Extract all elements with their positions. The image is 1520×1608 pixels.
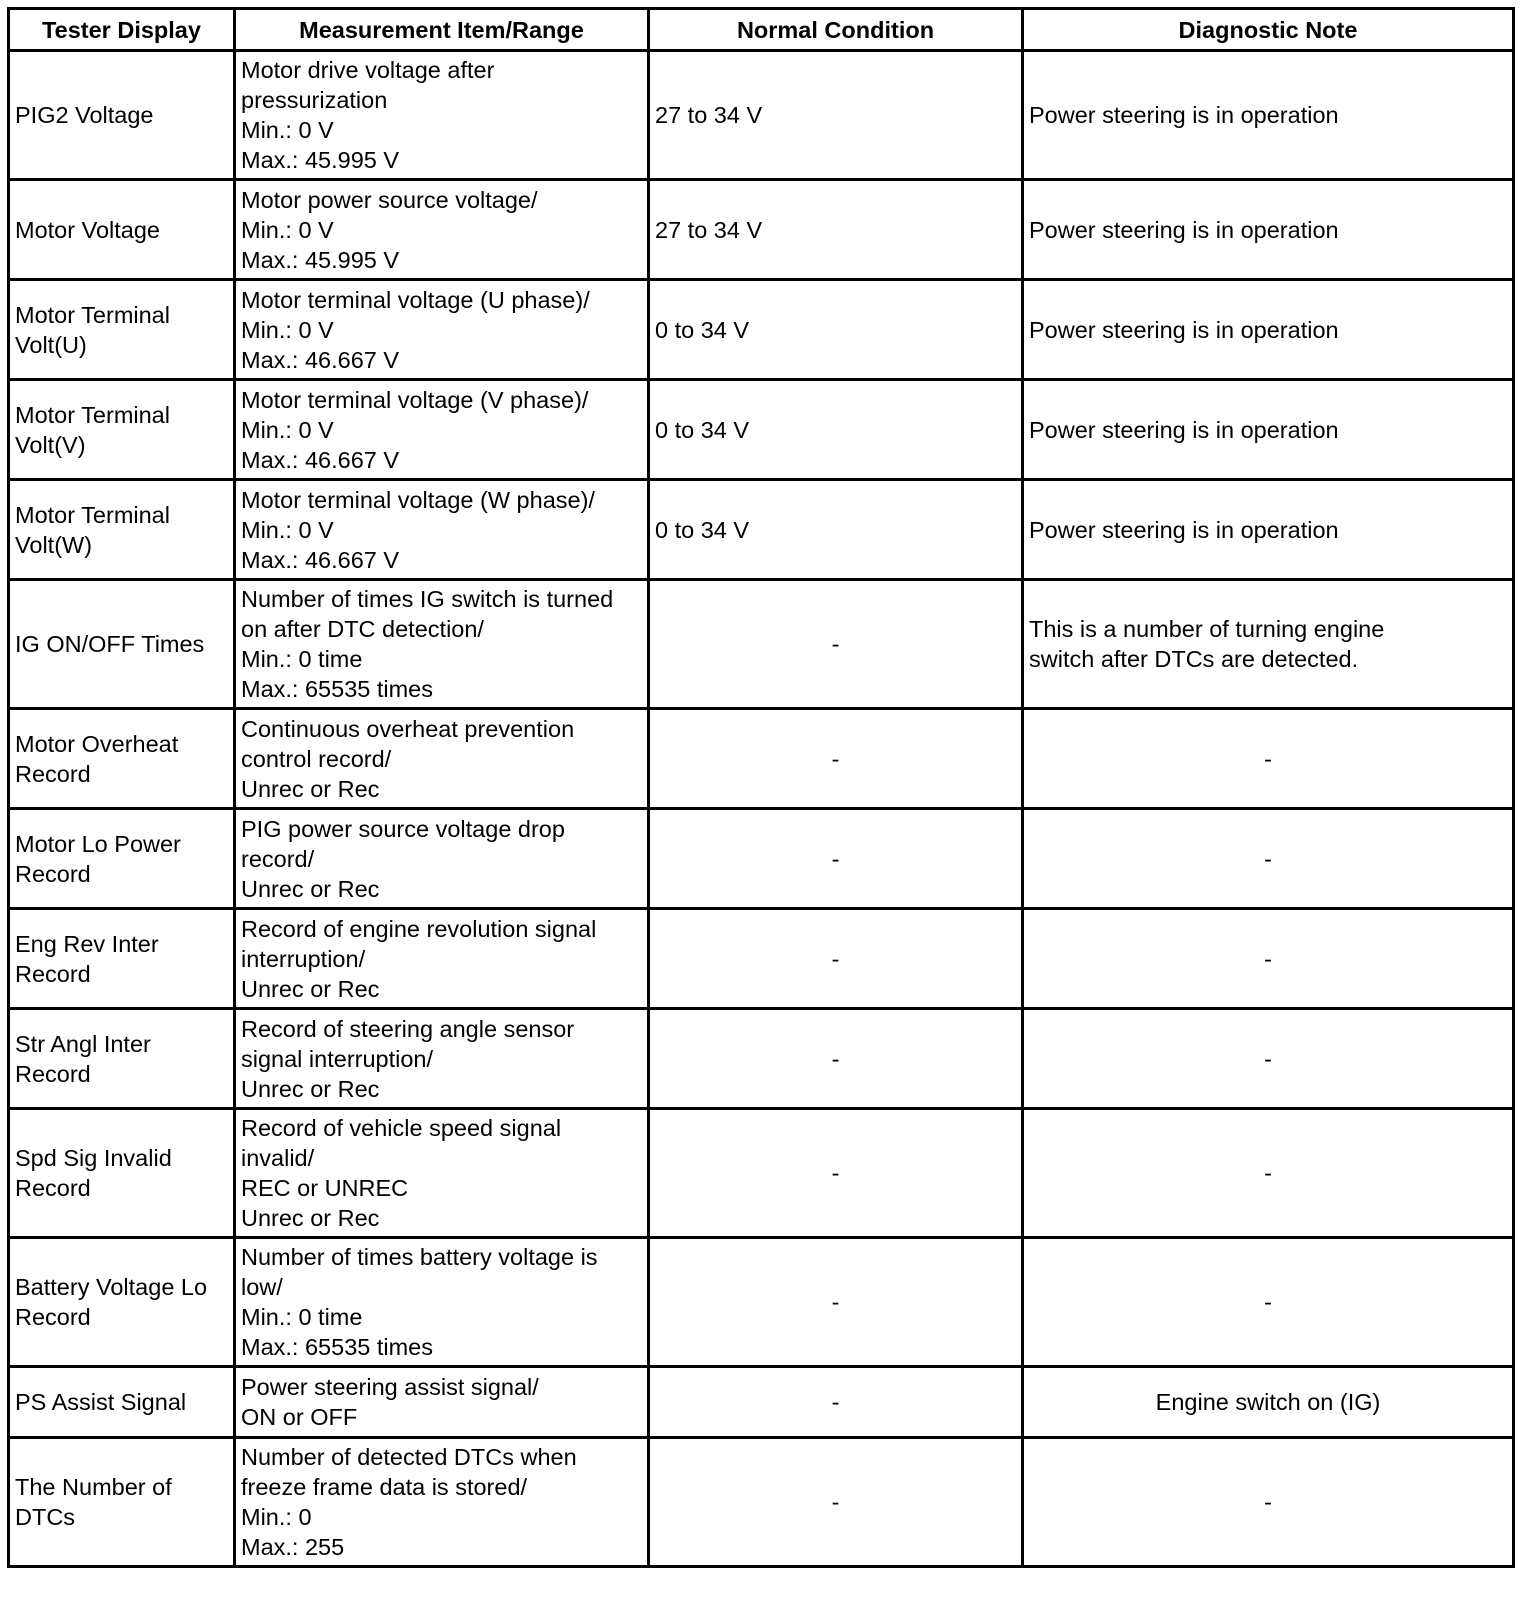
diagnostic-note-cell bbox=[1023, 809, 1514, 909]
measurement-item-cell-line: Motor power source voltage/ bbox=[241, 186, 538, 213]
tester-display-cell bbox=[9, 380, 235, 480]
measurement-item-cell bbox=[235, 909, 649, 1009]
table-row bbox=[9, 1438, 1514, 1567]
normal-condition-cell bbox=[649, 1367, 1023, 1438]
tester-display-cell-line: Record bbox=[15, 1304, 91, 1330]
measurement-item-cell bbox=[235, 51, 649, 180]
table-row bbox=[9, 909, 1514, 1009]
measurement-item-cell-line: Motor terminal voltage (U phase)/ bbox=[241, 286, 590, 313]
tester-display-cell-line: PIG2 Voltage bbox=[15, 102, 154, 128]
diagnostic-note-cell-line: - bbox=[1264, 845, 1272, 872]
measurement-item-cell-line: Record of vehicle speed signal bbox=[241, 1115, 562, 1141]
measurement-item-cell bbox=[235, 580, 649, 709]
tester-display-cell-line: IG ON/OFF Times bbox=[15, 631, 205, 657]
measurement-item-cell-line: Min.: 0 V bbox=[241, 516, 334, 543]
measurement-item-cell-line: Number of times battery voltage is bbox=[241, 1244, 598, 1270]
tester-display-cell bbox=[9, 809, 235, 909]
normal-condition-cell-line: 27 to 34 V bbox=[655, 102, 763, 128]
measurement-item-cell bbox=[235, 1367, 649, 1438]
diagnostic-note-cell bbox=[1023, 1009, 1514, 1109]
diagnostic-note-cell-line: - bbox=[1264, 1289, 1272, 1315]
tester-display-cell-line: Battery Voltage Lo bbox=[15, 1274, 208, 1300]
data-monitor-table bbox=[7, 7, 1515, 1568]
diagnostic-note-cell bbox=[1023, 909, 1514, 1009]
diagnostic-note-cell-line: switch after DTCs are detected. bbox=[1029, 646, 1359, 672]
normal-condition-cell bbox=[649, 280, 1023, 380]
table-row bbox=[9, 809, 1514, 909]
tester-display-cell bbox=[9, 580, 235, 709]
tester-display-cell-line: Eng Rev Inter bbox=[15, 930, 159, 957]
measurement-item-cell-line: Min.: 0 time bbox=[241, 1304, 363, 1330]
measurement-item-cell-line: Min.: 0 V bbox=[241, 316, 334, 343]
table-row bbox=[9, 280, 1514, 380]
normal-condition-cell bbox=[649, 1109, 1023, 1238]
normal-condition-cell bbox=[649, 180, 1023, 280]
measurement-item-cell bbox=[235, 1438, 649, 1567]
measurement-item-cell-line: invalid/ bbox=[241, 1145, 315, 1171]
measurement-item-cell-line: Max.: 45.995 V bbox=[241, 147, 400, 173]
tester-display-cell-line: The Number of bbox=[15, 1474, 172, 1500]
tester-display-cell-line: Motor Lo Power bbox=[15, 830, 181, 857]
normal-condition-cell bbox=[649, 909, 1023, 1009]
tester-display-cell-line: Volt(W) bbox=[15, 531, 93, 558]
measurement-item-cell-line: Motor terminal voltage (W phase)/ bbox=[241, 486, 595, 513]
tester-display-cell-line: Spd Sig Invalid bbox=[15, 1145, 172, 1171]
normal-condition-cell bbox=[649, 1009, 1023, 1109]
table-row bbox=[9, 51, 1514, 180]
diagnostic-note-cell bbox=[1023, 580, 1514, 709]
measurement-item-cell-line: Max.: 65535 times bbox=[241, 1334, 434, 1360]
normal-condition-cell bbox=[649, 709, 1023, 809]
normal-condition-cell-line: 0 to 34 V bbox=[655, 416, 750, 443]
table-row bbox=[9, 1109, 1514, 1238]
diagnostic-note-cell bbox=[1023, 1109, 1514, 1238]
tester-display-cell-line: Record bbox=[15, 960, 91, 987]
normal-condition-cell bbox=[649, 480, 1023, 580]
diagnostic-note-cell-line: - bbox=[1264, 745, 1272, 772]
normal-condition-cell-line: - bbox=[831, 1489, 840, 1515]
tester-display-cell-line: Str Angl Inter bbox=[15, 1030, 151, 1057]
measurement-item-cell bbox=[235, 1009, 649, 1109]
normal-condition-cell-line: - bbox=[831, 845, 840, 872]
diagnostic-note-cell bbox=[1023, 180, 1514, 280]
measurement-item-cell-line: PIG power source voltage drop bbox=[241, 815, 565, 842]
measurement-item-cell-line: Motor drive voltage after bbox=[241, 57, 495, 83]
measurement-item-cell-line: Record of steering angle sensor bbox=[241, 1015, 575, 1042]
tester-display-cell bbox=[9, 1238, 235, 1367]
measurement-item-cell bbox=[235, 280, 649, 380]
header-measurement-item: Measurement Item/Range bbox=[235, 9, 649, 51]
measurement-item-cell bbox=[235, 709, 649, 809]
tester-display-cell bbox=[9, 709, 235, 809]
measurement-item-cell-line: ON or OFF bbox=[241, 1404, 358, 1430]
tester-display-cell-line: Motor Voltage bbox=[15, 216, 161, 243]
tester-display-cell-line: Record bbox=[15, 860, 91, 887]
normal-condition-cell-line: 27 to 34 V bbox=[655, 216, 763, 243]
tester-display-cell bbox=[9, 1109, 235, 1238]
measurement-item-cell-line: record/ bbox=[241, 845, 315, 872]
tester-display-cell-line: Record bbox=[15, 760, 91, 787]
normal-condition-cell bbox=[649, 380, 1023, 480]
tester-display-cell bbox=[9, 1438, 235, 1567]
normal-condition-cell-line: - bbox=[831, 1289, 840, 1315]
tester-display-cell-line: Motor Overheat bbox=[15, 730, 179, 757]
tester-display-cell bbox=[9, 180, 235, 280]
diagnostic-note-cell-line: - bbox=[1264, 1489, 1272, 1515]
tester-display-cell bbox=[9, 51, 235, 180]
tester-display-cell-line: Record bbox=[15, 1060, 91, 1087]
diagnostic-note-cell bbox=[1023, 51, 1514, 180]
diagnostic-note-cell-line: Power steering is in operation bbox=[1029, 416, 1339, 443]
diagnostic-note-cell-line: - bbox=[1264, 1160, 1272, 1186]
measurement-item-cell-line: freeze frame data is stored/ bbox=[241, 1474, 528, 1500]
diagnostic-note-cell-line: - bbox=[1264, 945, 1272, 972]
normal-condition-cell-line: - bbox=[831, 1389, 840, 1415]
diagnostic-note-cell bbox=[1023, 280, 1514, 380]
measurement-item-cell-line: Unrec or Rec bbox=[241, 975, 380, 1002]
measurement-item-cell-line: REC or UNREC bbox=[241, 1175, 409, 1201]
tester-display-cell-line: Motor Terminal bbox=[15, 401, 170, 428]
normal-condition-cell-line: - bbox=[831, 631, 840, 657]
measurement-item-cell-line: Power steering assist signal/ bbox=[241, 1374, 539, 1400]
tester-display-cell-line: PS Assist Signal bbox=[15, 1389, 187, 1415]
normal-condition-cell-line: - bbox=[831, 945, 840, 972]
header-normal-condition: Normal Condition bbox=[649, 9, 1023, 51]
normal-condition-cell bbox=[649, 809, 1023, 909]
measurement-item-cell-line: Max.: 46.667 V bbox=[241, 446, 400, 473]
measurement-item-cell-line: Unrec or Rec bbox=[241, 775, 380, 802]
header-row bbox=[9, 9, 1514, 51]
header-diagnostic-note: Diagnostic Note bbox=[1023, 9, 1514, 51]
normal-condition-cell bbox=[649, 1238, 1023, 1367]
measurement-item-cell bbox=[235, 809, 649, 909]
diagnostic-note-cell bbox=[1023, 1238, 1514, 1367]
diagnostic-note-cell-line: - bbox=[1264, 1045, 1272, 1072]
diagnostic-note-cell-line: Power steering is in operation bbox=[1029, 316, 1339, 343]
tester-display-cell-line: Volt(V) bbox=[15, 431, 86, 458]
measurement-item-cell-line: Min.: 0 V bbox=[241, 416, 334, 443]
measurement-item-cell-line: Number of times IG switch is turned bbox=[241, 586, 614, 612]
table-row bbox=[9, 580, 1514, 709]
measurement-item-cell-line: signal interruption/ bbox=[241, 1045, 434, 1072]
tester-display-cell bbox=[9, 1009, 235, 1109]
measurement-item-cell-line: interruption/ bbox=[241, 945, 366, 972]
measurement-item-cell-line: low/ bbox=[241, 1274, 283, 1300]
diagnostic-note-cell-line: Engine switch on (IG) bbox=[1155, 1389, 1381, 1415]
measurement-item-cell bbox=[235, 380, 649, 480]
measurement-item-cell-line: Continuous overheat prevention bbox=[241, 715, 575, 742]
diagnostic-note-cell bbox=[1023, 1438, 1514, 1567]
measurement-item-cell-line: pressurization bbox=[241, 87, 388, 113]
tester-display-cell bbox=[9, 280, 235, 380]
normal-condition-cell-line: - bbox=[831, 1160, 840, 1186]
measurement-item-cell-line: Min.: 0 bbox=[241, 1504, 312, 1530]
tester-display-cell bbox=[9, 1367, 235, 1438]
measurement-item-cell-line: Max.: 255 bbox=[241, 1534, 345, 1560]
table-row bbox=[9, 180, 1514, 280]
tester-display-cell-line: Record bbox=[15, 1175, 91, 1201]
measurement-item-cell-line: Max.: 46.667 V bbox=[241, 546, 400, 573]
measurement-item-cell bbox=[235, 1238, 649, 1367]
measurement-item-cell-line: Number of detected DTCs when bbox=[241, 1444, 577, 1470]
measurement-item-cell-line: on after DTC detection/ bbox=[241, 616, 484, 642]
table-row bbox=[9, 1009, 1514, 1109]
measurement-item-cell-line: Unrec or Rec bbox=[241, 1205, 380, 1231]
measurement-item-cell bbox=[235, 180, 649, 280]
normal-condition-cell bbox=[649, 1438, 1023, 1567]
tester-display-cell-line: DTCs bbox=[15, 1504, 76, 1530]
normal-condition-cell-line: 0 to 34 V bbox=[655, 516, 750, 543]
tester-display-cell-line: Motor Terminal bbox=[15, 501, 170, 528]
measurement-item-cell-line: Max.: 65535 times bbox=[241, 676, 434, 702]
diagnostic-note-cell-line: Power steering is in operation bbox=[1029, 102, 1339, 128]
diagnostic-note-cell-line: Power steering is in operation bbox=[1029, 516, 1339, 543]
diagnostic-note-cell bbox=[1023, 480, 1514, 580]
table-row bbox=[9, 480, 1514, 580]
diagnostic-note-cell-line: Power steering is in operation bbox=[1029, 216, 1339, 243]
normal-condition-cell bbox=[649, 580, 1023, 709]
measurement-item-cell bbox=[235, 1109, 649, 1238]
measurement-item-cell-line: Unrec or Rec bbox=[241, 875, 380, 902]
tester-display-cell bbox=[9, 909, 235, 1009]
diagnostic-note-cell bbox=[1023, 709, 1514, 809]
diagnostic-note-cell bbox=[1023, 380, 1514, 480]
table-row bbox=[9, 1238, 1514, 1367]
table-row bbox=[9, 380, 1514, 480]
measurement-item-cell-line: Record of engine revolution signal bbox=[241, 915, 597, 942]
measurement-item-cell-line: control record/ bbox=[241, 745, 392, 772]
measurement-item-cell-line: Min.: 0 V bbox=[241, 216, 334, 243]
measurement-item-cell-line: Motor terminal voltage (V phase)/ bbox=[241, 386, 589, 413]
table-row bbox=[9, 709, 1514, 809]
normal-condition-cell-line: 0 to 34 V bbox=[655, 316, 750, 343]
tester-display-cell-line: Motor Terminal bbox=[15, 301, 170, 328]
normal-condition-cell-line: - bbox=[831, 745, 840, 772]
measurement-item-cell-line: Min.: 0 time bbox=[241, 646, 363, 672]
diagnostic-note-cell bbox=[1023, 1367, 1514, 1438]
normal-condition-cell bbox=[649, 51, 1023, 180]
normal-condition-cell-line: - bbox=[831, 1045, 840, 1072]
header-tester-display: Tester Display bbox=[9, 9, 235, 51]
table-body bbox=[9, 51, 1514, 1567]
table-row bbox=[9, 1367, 1514, 1438]
measurement-item-cell-line: Unrec or Rec bbox=[241, 1075, 380, 1102]
tester-display-cell bbox=[9, 480, 235, 580]
tester-display-cell-line: Volt(U) bbox=[15, 331, 87, 358]
measurement-item-cell-line: Max.: 46.667 V bbox=[241, 346, 400, 373]
measurement-item-cell-line: Max.: 45.995 V bbox=[241, 246, 400, 273]
diagnostic-note-cell-line: This is a number of turning engine bbox=[1029, 616, 1385, 642]
measurement-item-cell-line: Min.: 0 V bbox=[241, 117, 334, 143]
measurement-item-cell bbox=[235, 480, 649, 580]
